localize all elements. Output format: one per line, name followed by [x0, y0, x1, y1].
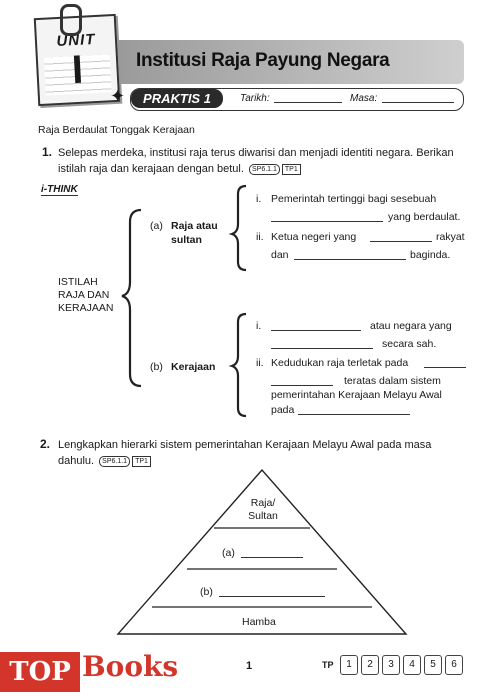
- branch-a-label-1: Raja atau: [171, 220, 218, 232]
- pyramid-b-blank[interactable]: [219, 585, 325, 597]
- branch-a-label: [171, 219, 218, 247]
- a-ii-num: ii.: [256, 231, 264, 243]
- center-label-3: KERAJAAN: [58, 302, 114, 314]
- b-ii-blank2[interactable]: [271, 374, 333, 386]
- branch-a-label-2: sultan: [171, 234, 202, 246]
- b-i-blank1[interactable]: [271, 319, 361, 331]
- a-ii-blank1[interactable]: [370, 230, 432, 242]
- a-i-text2: yang berdaulat.: [388, 211, 461, 223]
- section-title: Raja Berdaulat Tonggak Kerajaan: [38, 124, 195, 136]
- pyramid-bottom: Hamba: [242, 616, 276, 628]
- tp-box-1[interactable]: 1: [340, 655, 358, 675]
- a-ii-blank2[interactable]: [294, 248, 406, 260]
- q2-text-line2-wrap: [58, 453, 468, 469]
- center-label-1: ISTILAH: [58, 276, 98, 288]
- star-icon: ✦: [110, 86, 126, 106]
- b-ii-text2: teratas dalam sistem: [344, 375, 441, 387]
- pyramid-a-blank[interactable]: [241, 546, 303, 558]
- branch-a-prefix: (a): [150, 220, 163, 232]
- tp-box-3[interactable]: 3: [382, 655, 400, 675]
- praktis-tag: PRAKTIS 1: [131, 89, 223, 108]
- pyramid-top-1: Raja/: [250, 497, 276, 509]
- a-ii-text2a: dan: [271, 249, 289, 261]
- a-ii-text2b: baginda.: [410, 249, 451, 261]
- pyramid-top: [246, 497, 280, 523]
- topbooks-logo-top: TOP: [0, 652, 80, 692]
- b-ii-num: ii.: [256, 357, 264, 369]
- b-ii-blank1[interactable]: [424, 356, 466, 368]
- b-i-num: i.: [256, 320, 262, 332]
- center-label-2: RAJA DAN: [58, 289, 110, 301]
- unit-title: Institusi Raja Payung Negara: [136, 50, 390, 71]
- tp-badge: TP1: [282, 164, 301, 175]
- center-label: [58, 276, 113, 315]
- pyramid-b-label: (b): [200, 586, 213, 598]
- b-ii-text4: pada: [271, 404, 295, 416]
- tp-label: TP: [322, 660, 334, 670]
- tp-box-2[interactable]: 2: [361, 655, 379, 675]
- branch-b-label: Kerajaan: [171, 361, 216, 373]
- q2-text-line1: Lengkapkan hierarki sistem pemerintahan Kerajaan Melayu Awal pada masa: [58, 439, 432, 451]
- ithink-label: i-THINK: [41, 184, 78, 195]
- q2-text-line2: dahulu.: [58, 455, 95, 467]
- tarikh-label: Tarikh:: [240, 93, 270, 104]
- b-i-text1: atau negara yang: [370, 320, 452, 332]
- a-i-text1: Pemerintah tertinggi bagi sesebuah: [271, 193, 437, 205]
- q2-number: 2.: [40, 437, 51, 451]
- branch-b-prefix: (b): [150, 361, 163, 373]
- sp-badge-2: SP6.1.1: [99, 456, 130, 467]
- pyramid-top-2: Sultan: [248, 510, 278, 522]
- page-number: 1: [246, 660, 253, 672]
- tp-box-4[interactable]: 4: [403, 655, 421, 675]
- a-ii-text1a: Ketua negeri yang: [271, 231, 357, 243]
- q1-text-line1: Selepas merdeka, institusi raja terus diwarisi dan menjadi identiti negara. Berikan: [58, 147, 454, 159]
- b-ii-text1: Kedudukan raja terletak pada: [271, 357, 409, 369]
- b-ii-text3: pemerintahan Kerajaan Melayu Awal: [271, 389, 442, 401]
- tp-box-5[interactable]: 5: [424, 655, 442, 675]
- b-ii-blank3[interactable]: [298, 403, 410, 415]
- a-i-blank[interactable]: [271, 210, 383, 222]
- unit-number: I: [70, 47, 85, 93]
- unit-label: UNIT: [56, 31, 96, 51]
- sp-badge: SP6.1.1: [249, 164, 280, 175]
- topbooks-logo-books: Books: [82, 650, 179, 683]
- b-i-text2: secara sah.: [382, 338, 437, 350]
- a-i-num: i.: [256, 193, 262, 205]
- masa-label: Masa:: [350, 93, 378, 104]
- b-i-blank2[interactable]: [271, 337, 373, 349]
- q1-number: 1.: [42, 145, 53, 159]
- tp-box-6[interactable]: 6: [445, 655, 463, 675]
- a-ii-text1b: rakyat: [436, 231, 465, 243]
- pyramid-a-label: (a): [222, 547, 235, 559]
- tp-badge-2: TP1: [132, 456, 151, 467]
- q2-text: [58, 437, 468, 469]
- q1-text-line2: istilah raja dan kerajaan dengan betul.: [58, 163, 244, 175]
